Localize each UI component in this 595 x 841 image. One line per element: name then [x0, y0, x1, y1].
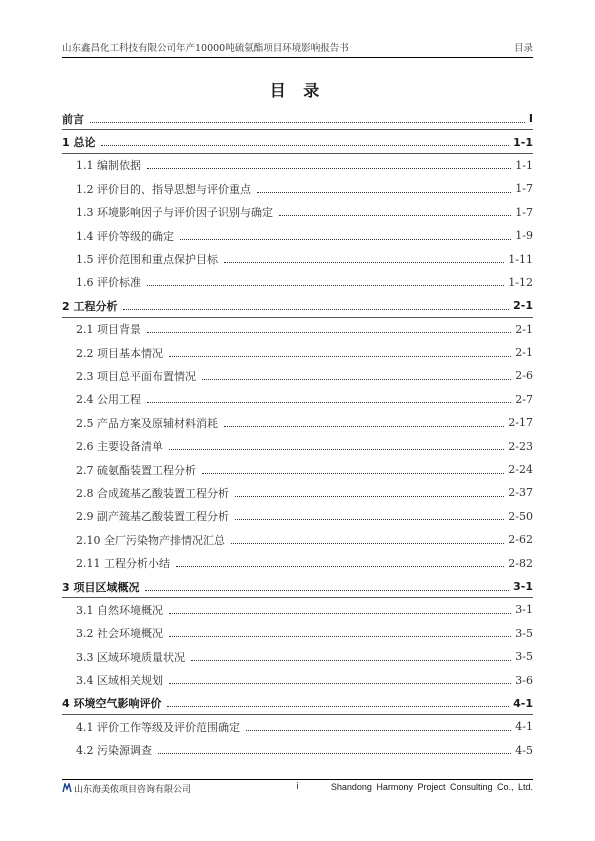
- toc-dot-leader: [235, 518, 504, 520]
- toc-entry-label: 前言: [62, 112, 84, 126]
- header-document-title: 山东鑫昌化工科技有限公司年产10000吨硫氨酯项目环境影响报告书: [62, 43, 349, 54]
- toc-section-entry[interactable]: [62, 528, 533, 551]
- toc-entry-page: 2-62: [508, 533, 533, 547]
- footer-company-name: 山东海美侬项目咨询有限公司: [74, 785, 192, 795]
- toc-entry-label: 2.7 硫氨酯装置工程分析: [76, 463, 196, 477]
- toc-entry-label: 3.3 区域环境质量状况: [76, 650, 185, 664]
- toc-entry-label: 2.9 副产巯基乙酸装置工程分析: [76, 510, 229, 524]
- toc-entry-page: 2-23: [508, 439, 533, 453]
- toc-entry-page: 3-1: [515, 603, 533, 617]
- toc-entry-label: 3.4 区域相关规划: [76, 674, 163, 688]
- toc-entry-label: 1.5 评价范围和重点保护目标: [76, 253, 218, 267]
- toc-entry-page: 4-5: [515, 743, 533, 757]
- toc-entry-label: 2.3 项目总平面布置情况: [76, 369, 196, 383]
- toc-entry-label: 2.1 项目背景: [76, 323, 141, 337]
- page-header: [62, 40, 533, 55]
- toc-dot-leader: [180, 238, 511, 240]
- table-of-contents: [62, 107, 533, 762]
- toc-entry-page: 1-1: [513, 135, 533, 149]
- toc-chapter-entry[interactable]: [62, 575, 533, 598]
- toc-section-entry[interactable]: [62, 645, 533, 668]
- toc-entry-page: 3-1: [513, 580, 533, 593]
- toc-entry-label: 3.2 社会环境概况: [76, 627, 163, 641]
- toc-entry-label: 2.6 主要设备清单: [76, 440, 163, 454]
- toc-entry-label: 4.1 评价工作等级及评价范围确定: [76, 720, 240, 734]
- toc-section-entry[interactable]: [62, 739, 533, 762]
- toc-section-entry[interactable]: [62, 551, 533, 574]
- toc-section-entry[interactable]: [62, 458, 533, 481]
- toc-section-entry[interactable]: [62, 598, 533, 621]
- toc-dot-leader: [147, 167, 511, 169]
- toc-section-entry[interactable]: [62, 388, 533, 411]
- toc-entry-label: 2.11 工程分析小结: [76, 557, 170, 571]
- toc-entry-page: 2-82: [508, 556, 533, 570]
- toc-dot-leader: [257, 191, 511, 193]
- toc-dot-leader: [167, 705, 509, 707]
- toc-entry-page: 2-37: [508, 486, 533, 500]
- toc-entry-page: 3-5: [515, 626, 533, 640]
- toc-dot-leader: [231, 542, 504, 544]
- toc-entry-page: 2-6: [515, 369, 533, 383]
- toc-entry-page: 1-11: [508, 252, 533, 266]
- toc-dot-leader: [169, 682, 511, 684]
- toc-dot-leader: [147, 284, 504, 286]
- toc-entry-label: 2.4 公用工程: [76, 393, 141, 407]
- toc-entry-page: 1-7: [515, 205, 533, 219]
- toc-dot-leader: [101, 144, 509, 146]
- page-footer: [62, 782, 533, 796]
- toc-dot-leader: [235, 495, 504, 497]
- toc-dot-leader: [145, 589, 509, 591]
- toc-entry-label: 1.2 评价目的、指导思想与评价重点: [76, 182, 251, 196]
- toc-entry-label: 2 工程分析: [62, 299, 118, 313]
- toc-dot-leader: [169, 448, 504, 450]
- toc-dot-leader: [224, 425, 504, 427]
- toc-section-entry[interactable]: [62, 177, 533, 200]
- toc-dot-leader: [176, 565, 504, 567]
- toc-entry-label: 1 总论: [62, 136, 96, 150]
- toc-dot-leader: [147, 331, 511, 333]
- toc-entry-label: 2.2 项目基本情况: [76, 346, 163, 360]
- toc-dot-leader: [169, 612, 511, 614]
- toc-entry-page: 2-24: [508, 463, 533, 477]
- toc-section-entry[interactable]: [62, 668, 533, 691]
- toc-entry-label: 1.6 评价标准: [76, 276, 141, 290]
- page-title: 目 录: [269, 81, 326, 100]
- toc-entry-label: 2.8 合成巯基乙酸装置工程分析: [76, 486, 229, 500]
- toc-entry-page: 2-1: [515, 346, 533, 360]
- toc-dot-leader: [202, 378, 511, 380]
- toc-section-entry[interactable]: [62, 434, 533, 457]
- toc-section-entry[interactable]: [62, 224, 533, 247]
- footer-page-number: i: [296, 782, 299, 792]
- toc-section-entry[interactable]: [62, 271, 533, 294]
- toc-chapter-entry[interactable]: [62, 107, 533, 130]
- toc-section-entry[interactable]: [62, 247, 533, 270]
- toc-entry-label: 3.1 自然环境概况: [76, 603, 163, 617]
- toc-chapter-entry[interactable]: [62, 130, 533, 153]
- toc-entry-label: 3 项目区域概况: [62, 580, 140, 594]
- toc-entry-page: 3-5: [515, 650, 533, 664]
- toc-entry-page: 2-17: [508, 416, 533, 430]
- footer-divider: [62, 779, 533, 780]
- toc-section-entry[interactable]: [62, 505, 533, 528]
- toc-section-entry[interactable]: [62, 154, 533, 177]
- toc-dot-leader: [224, 261, 504, 263]
- toc-section-entry[interactable]: [62, 341, 533, 364]
- toc-entry-label: 4.2 污染源调查: [76, 744, 152, 758]
- toc-entry-page: 2-1: [515, 322, 533, 336]
- toc-dot-leader: [158, 752, 511, 754]
- toc-entry-page: 1-12: [508, 275, 533, 289]
- toc-entry-page: 2-7: [515, 392, 533, 406]
- toc-section-entry[interactable]: [62, 622, 533, 645]
- toc-section-entry[interactable]: [62, 411, 533, 434]
- toc-section-entry[interactable]: [62, 364, 533, 387]
- toc-dot-leader: [169, 355, 511, 357]
- toc-chapter-entry[interactable]: [62, 692, 533, 715]
- toc-entry-page: 1-1: [515, 158, 533, 172]
- toc-entry-page: 2-1: [513, 299, 533, 313]
- toc-entry-label: 4 环境空气影响评价: [62, 697, 162, 711]
- toc-section-entry[interactable]: [62, 318, 533, 341]
- toc-entry-label: 1.1 编制依据: [76, 159, 141, 173]
- toc-dot-leader: [191, 659, 511, 661]
- toc-entry-label: 1.3 环境影响因子与评价因子识别与确定: [76, 206, 273, 220]
- toc-section-entry[interactable]: [62, 715, 533, 738]
- toc-entry-page: 4-1: [513, 696, 533, 710]
- toc-dot-leader: [202, 472, 504, 474]
- toc-dot-leader: [90, 121, 525, 123]
- toc-section-entry[interactable]: [62, 201, 533, 224]
- toc-section-entry[interactable]: [62, 481, 533, 504]
- toc-dot-leader: [279, 214, 511, 216]
- toc-entry-page: 1-7: [515, 182, 533, 196]
- footer-company-name-en: Shandong Harmony Project Consulting Co., Ltd.: [330, 782, 533, 792]
- toc-entry-page: 2-50: [508, 509, 533, 523]
- toc-entry-page: 4-1: [515, 720, 533, 734]
- toc-chapter-entry[interactable]: [62, 294, 533, 317]
- toc-entry-label: 2.5 产品方案及原辅材料消耗: [76, 416, 218, 430]
- toc-entry-page: 3-6: [515, 673, 533, 687]
- toc-entry-page: I: [528, 112, 533, 126]
- toc-dot-leader: [147, 401, 511, 403]
- toc-entry-label: 2.10 全厂污染物产排情况汇总: [76, 533, 225, 547]
- toc-entry-page: 1-9: [515, 229, 533, 243]
- toc-dot-leader: [246, 729, 511, 731]
- toc-entry-label: 1.4 评价等级的确定: [76, 229, 174, 243]
- header-section-label: 目录: [513, 43, 533, 54]
- header-divider: [62, 57, 533, 58]
- toc-dot-leader: [123, 308, 509, 310]
- toc-dot-leader: [169, 635, 511, 637]
